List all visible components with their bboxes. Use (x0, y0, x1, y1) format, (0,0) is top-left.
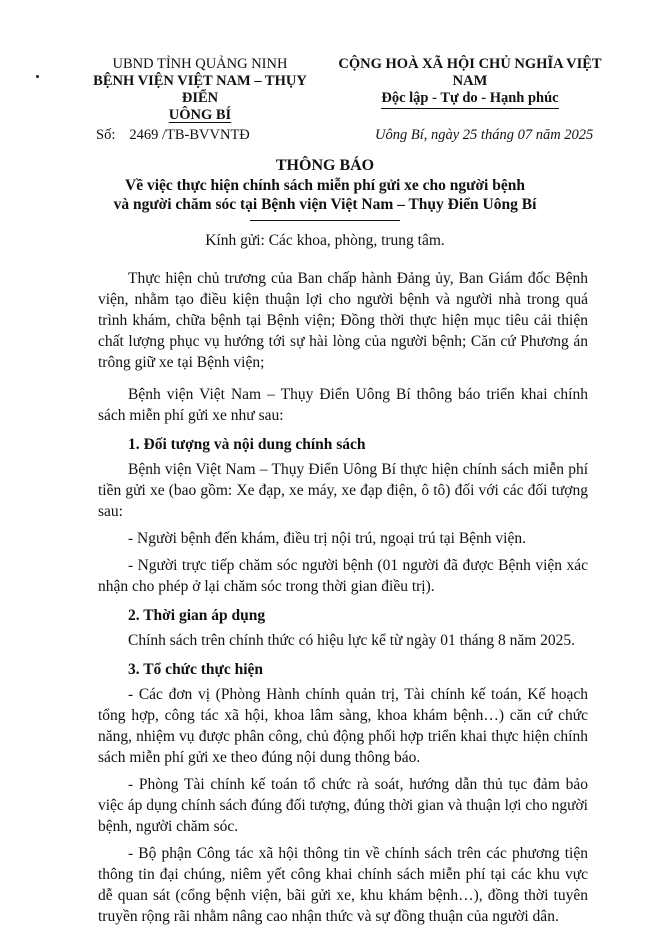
national-title: CỘNG HOÀ XÃ HỘI CHỦ NGHĨA VIỆT NAM (338, 56, 602, 89)
title-block (0, 156, 650, 221)
place-and-date: Uông Bí, ngày 25 tháng 07 năm 2025 (375, 127, 594, 143)
subject-line-2: và người chăm sóc tại Bệnh viện Việt Nam – Thụy Điển Uông Bí (113, 196, 537, 213)
section-3-item-2: - Phòng Tài chính kế toán tổ chức rà soát, hướng dẫn thủ tục đảm bảo việc áp dụng chính sách đúng đối tượng, đúng thời gian và thuận lợi cho người bệnh, người chăm sóc. (98, 776, 588, 835)
subject-line-1: Về việc thực hiện chính sách miễn phí gửi xe cho người bệnh (125, 177, 525, 194)
document-number-value: 2469 /TB-BVVNTĐ (129, 127, 250, 143)
section-1-heading: 1. Đối tượng và nội dung chính sách (128, 436, 366, 453)
parent-authority: UBND TỈNH QUẢNG NINH (112, 56, 288, 72)
document-type: THÔNG BÁO (275, 157, 375, 174)
section-1-item-1: - Người bệnh đến khám, điều trị nội trú, ngoại trú tại Bệnh viện. (128, 530, 526, 547)
document-body (98, 268, 588, 927)
national-motto: Độc lập - Tự do - Hạnh phúc (381, 90, 558, 109)
intro-paragraph-2: Bệnh viện Việt Nam – Thụy Điển Uông Bí thông báo triển khai chính sách miễn phí gửi xe như sau: (98, 386, 588, 424)
national-heading (330, 56, 610, 109)
hospital-name-cont: UÔNG BÍ (168, 107, 232, 123)
section-1-item-2: - Người trực tiếp chăm sóc người bệnh (01 người đã được Bệnh viện xác nhận cho phép ở lại chăm sóc trong thời gian điều trị). (98, 557, 588, 595)
document-number (96, 125, 250, 146)
intro-paragraph-1: Thực hiện chủ trương của Ban chấp hành Đảng ủy, Ban Giám đốc Bệnh viện, nhằm tạo điều kiện thuận lợi cho người bệnh và người nhà trong quá trình khám, chữa bệnh tại Bệnh viện; Đồng thời thực hiện mục tiêu cải thiện chất lượng phục vụ hướng tới sự hài lòng của người bệnh; Căn cứ Phương án trông giữ xe tại Bệnh viện; (98, 270, 588, 371)
issuing-authority (80, 56, 320, 124)
section-2-paragraph: Chính sách trên chính thức có hiệu lực kể từ ngày 01 tháng 8 năm 2025. (128, 632, 576, 649)
section-3-item-1: - Các đơn vị (Phòng Hành chính quản trị, Tài chính kế toán, Kế hoạch tổng hợp, công tác xã hội, khoa lâm sàng, khoa khám bệnh…) căn cứ chức năng, nhiệm vụ được phân công, chủ động phối hợp triển khai thực hiện chính sách miễn phí gửi xe theo đúng nội dung thông báo. (98, 686, 588, 766)
section-3-heading: 3. Tổ chức thực hiện (128, 661, 264, 678)
recipient-line: Kính gửi: Các khoa, phòng, trung tâm. (205, 232, 445, 249)
section-3-item-3: - Bộ phận Công tác xã hội thông tin về chính sách trên các phương tiện thông tin đại chúng, niêm yết công khai chính sách miễn phí tại các khu vực dễ quan sát (cổng bệnh viện, bãi gửi xe, khu khám bệnh…), đồng thời tuyên truyền rộng rãi nhằm nâng cao nhận thức và sự đồng thuận của người dân. (98, 845, 588, 925)
title-divider (250, 220, 400, 221)
hospital-name: BỆNH VIỆN VIỆT NAM – THỤY ĐIỂN (93, 73, 307, 106)
section-2-heading: 2. Thời gian áp dụng (128, 607, 266, 624)
section-1-paragraph: Bệnh viện Việt Nam – Thụy Điển Uông Bí thực hiện chính sách miễn phí tiền gửi xe (bao gồm: Xe đạp, xe máy, xe đạp điện, ô tô) đối với các đối tượng sau: (98, 461, 588, 520)
document-number-label: Số: (96, 127, 116, 143)
